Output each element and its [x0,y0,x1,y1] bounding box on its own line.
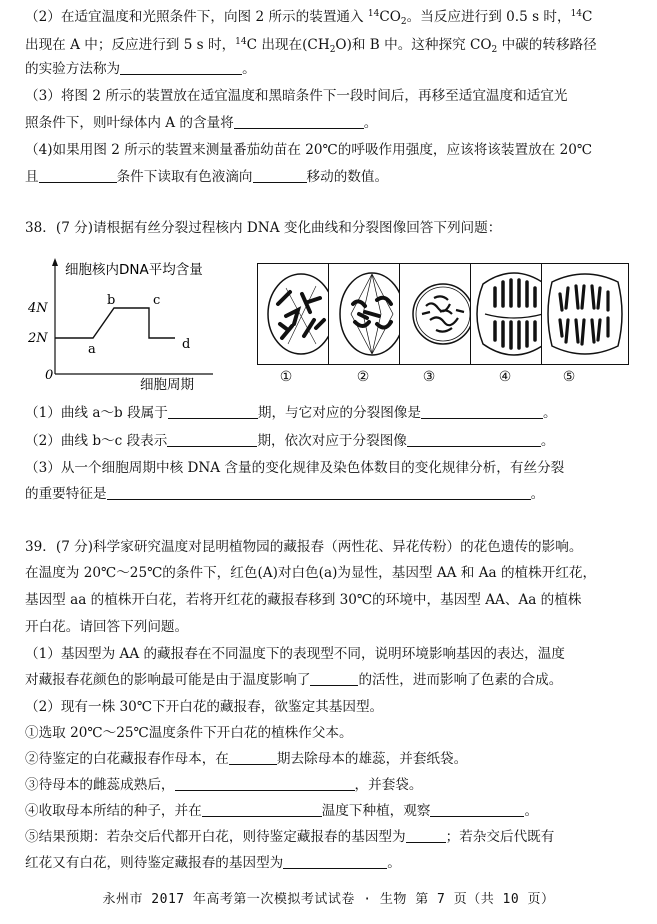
answer-blank[interactable] [39,168,117,183]
q38-sub3-line2: 的重要特征是 。 [25,486,545,502]
point-c: c [153,293,161,308]
dna-content-graph [25,256,250,392]
cell-image-5 [541,263,629,365]
q38-title: 38．(7 分)请根据有丝分裂过程核内 DNA 变化曲线和分裂图像回答下列问题： [25,220,502,236]
point-d: d [182,337,191,352]
q39-line4: 开白花。请回答下列问题。 [25,619,189,635]
q37-part3-line2: 照条件下，则叶绿体内 A 的含量将 。 [25,115,378,131]
cell-label-2: ② [356,369,370,385]
tick-4n: 4N [28,301,48,316]
answer-blank[interactable] [202,802,322,817]
q39-step1: ①选取 20℃～25℃温度条件下开白花的植株作父本。 [25,725,353,741]
answer-blank[interactable] [253,168,307,183]
q39-line2: 在温度为 20℃～25℃的条件下，红色(A)对白色(a)为显性，基因型 AA 和 Aa 的植株开红花， [25,565,597,581]
answer-blank[interactable] [167,432,257,447]
q37-part2-line2: 出现在 A 中；反应进行到 5 s 时，$^{14}$C 出现在$(CH_2O)$和 B 中。这种探究 $CO_2$ 中碳的转移路径 [25,37,597,55]
q38-sub1: （1）曲线 a～b 段属于 期，与它对应的分裂图像是 。 [25,405,557,421]
answer-blank[interactable] [120,60,242,75]
answer-blank[interactable] [234,114,364,129]
cell-label-3: ③ [422,369,436,385]
cell-label-1: ① [279,369,293,385]
answer-blank[interactable] [406,828,446,843]
q39-step6: 红花又有白花，则待鉴定藏报春的基因型为 。 [25,855,401,871]
point-b: b [107,293,116,308]
q38-sub2: （2）曲线 b～c 段表示 期，依次对应于分裂图像 。 [25,433,555,449]
q37-part2-line3: 的实验方法称为 。 [25,61,256,77]
dna-curve [55,308,175,338]
q37-part4-line1: （4)如果用图 2 所示的装置来测量番茄幼苗在 20℃的呼吸作用强度，应该将该装置放在 20℃ [25,142,593,158]
point-a: a [88,342,96,357]
q39-step5: ⑤结果预期：若杂交后代都开白花，则待鉴定藏报春的基因型为 ；若杂交后代既有 [25,829,555,845]
q38-sub3-line1: （3）从一个细胞周期中核 DNA 含量的变化规律及染色体数目的变化规律分析，有丝分裂 [25,460,565,476]
answer-blank[interactable] [168,404,258,419]
answer-blank[interactable] [407,432,541,447]
q39-sub1-line1: （1）基因型为 AA 的藏报春在不同温度下的表现型不同，说明环境影响基因的表达，温度 [25,646,565,662]
answer-blank[interactable] [310,671,358,686]
cell-label-4: ④ [498,369,512,385]
q39-step2: ②待鉴定的白花藏报春作母本，在 期去除母本的雄蕊，并套纸袋。 [25,751,468,767]
q39-line1: 39．(7 分)科学家研究温度对昆明植物园的藏报春（两性花、异花传粉）的花色遗传的影响。 [25,539,583,555]
q39-step4: ④收取母本所结的种子，并在 温度下种植，观察 。 [25,803,539,819]
q39-sub2: （2）现有一株 30℃下开白花的藏报春，欲鉴定其基因型。 [25,699,384,715]
q37-part2-line1: （2）在适宜温度和光照条件下，向图 2 所示的装置通入 $^{14}CO_2$。当反应进行到 0.5 s 时，$^{14}$C [25,9,593,27]
answer-blank[interactable] [175,776,355,791]
graph-xlabel: 细胞周期 [140,377,194,392]
q37-part4-line2: 且 条件下读取有色液滴向 移动的数值。 [25,169,389,185]
answer-blank[interactable] [421,404,543,419]
page-footer: 永州市 2017 年高考第一次模拟考试试卷 · 生物 第 7 页（共 10 页） [102,892,555,907]
answer-blank[interactable] [430,802,524,817]
q37-part3-line1: （3）将图 2 所示的装置放在适宜温度和黑暗条件下一段时间后，再移至适宜温度和适宜光 [25,88,568,104]
tick-2n: 2N [28,331,48,346]
graph-ylabel: 细胞核内DNA平均含量 [65,262,203,278]
answer-blank[interactable] [229,750,277,765]
q39-sub1-line2: 对藏报春花颜色的影响最可能是由于温度影响了 的活性，进而影响了色素的合成。 [25,672,563,688]
origin-label: 0 [45,368,54,383]
q39-step3: ③待母本的雌蕊成熟后， ，并套袋。 [25,777,423,793]
answer-blank[interactable] [283,854,387,869]
answer-blank[interactable] [107,485,531,500]
cell-label-5: ⑤ [562,369,576,385]
y-axis-arrow [52,258,58,266]
q39-line3: 基因型 aa 的植株开白花，若将开红花的藏报春移到 30℃的环境中，基因型 AA、Aa 的植株 [25,592,582,608]
